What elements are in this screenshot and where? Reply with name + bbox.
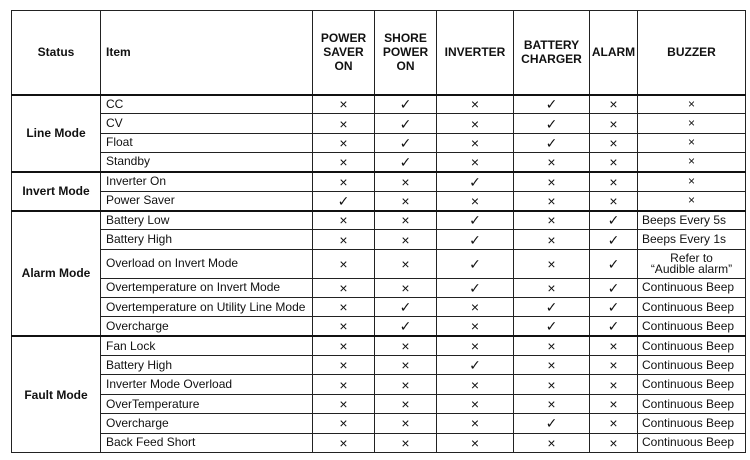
alarm-cross-icon: × <box>590 95 638 114</box>
shore-power-check-icon: ✓ <box>375 298 437 317</box>
power-saver-cross-icon: × <box>313 356 375 375</box>
inverter-cross-icon: × <box>437 95 514 114</box>
shore-power-check-icon: ✓ <box>375 114 437 133</box>
inverter-cross-icon: × <box>437 133 514 152</box>
alarm-cross-icon: × <box>590 356 638 375</box>
power-saver-cross-icon: × <box>313 133 375 152</box>
table-row <box>12 153 746 172</box>
item-cell: Battery High <box>101 230 313 249</box>
alarm-cross-icon: × <box>590 133 638 152</box>
item-cell: Inverter Mode Overload <box>101 375 313 394</box>
status-cell: Invert Mode <box>12 172 101 211</box>
buzzer-cross-icon: × <box>638 172 746 191</box>
alarm-cross-icon: × <box>590 336 638 355</box>
inverter-cross-icon: × <box>437 414 514 433</box>
shore-power-cross-icon: × <box>375 375 437 394</box>
table-row <box>12 298 746 317</box>
power-saver-cross-icon: × <box>313 95 375 114</box>
inverter-cross-icon: × <box>437 317 514 336</box>
header-alarm: ALARM <box>590 11 638 95</box>
battery-charger-cross-icon: × <box>514 278 590 297</box>
inverter-cross-icon: × <box>437 114 514 133</box>
battery-charger-check-icon: ✓ <box>514 298 590 317</box>
shore-power-cross-icon: × <box>375 356 437 375</box>
power-saver-cross-icon: × <box>313 153 375 172</box>
item-cell: Overtemperature on Invert Mode <box>101 278 313 297</box>
power-saver-cross-icon: × <box>313 298 375 317</box>
buzzer-cell: Continuous Beep <box>638 433 746 452</box>
battery-charger-cross-icon: × <box>514 356 590 375</box>
alarm-cross-icon: × <box>590 172 638 191</box>
item-cell: Battery High <box>101 356 313 375</box>
buzzer-cell: Continuous Beep <box>638 356 746 375</box>
header-row <box>12 11 746 95</box>
table-row <box>12 414 746 433</box>
table-body <box>12 95 746 453</box>
item-cell: Overtemperature on Utility Line Mode <box>101 298 313 317</box>
buzzer-cell: Beeps Every 5s <box>638 211 746 230</box>
shore-power-cross-icon: × <box>375 249 437 278</box>
table-row <box>12 317 746 336</box>
inverter-check-icon: ✓ <box>437 172 514 191</box>
shore-power-cross-icon: × <box>375 336 437 355</box>
shore-power-cross-icon: × <box>375 172 437 191</box>
status-cell: Line Mode <box>12 95 101 172</box>
header-inverter: INVERTER <box>437 11 514 95</box>
item-cell: CC <box>101 95 313 114</box>
battery-charger-cross-icon: × <box>514 230 590 249</box>
shore-power-cross-icon: × <box>375 433 437 452</box>
power-saver-cross-icon: × <box>313 114 375 133</box>
buzzer-cell: Continuous Beep <box>638 298 746 317</box>
buzzer-cross-icon: × <box>638 153 746 172</box>
item-cell: Back Feed Short <box>101 433 313 452</box>
power-saver-cross-icon: × <box>313 211 375 230</box>
table-row <box>12 249 746 278</box>
table-row <box>12 114 746 133</box>
header-status: Status <box>12 11 101 95</box>
buzzer-cell: Refer to “Audible alarm” <box>638 249 746 278</box>
inverter-cross-icon: × <box>437 433 514 452</box>
table-row <box>12 394 746 413</box>
header-item: Item <box>101 11 313 95</box>
alarm-check-icon: ✓ <box>590 317 638 336</box>
alarm-check-icon: ✓ <box>590 230 638 249</box>
item-cell: Float <box>101 133 313 152</box>
inverter-check-icon: ✓ <box>437 278 514 297</box>
alarm-cross-icon: × <box>590 433 638 452</box>
buzzer-cell: Continuous Beep <box>638 278 746 297</box>
alarm-cross-icon: × <box>590 114 638 133</box>
buzzer-cell: Beeps Every 1s <box>638 230 746 249</box>
mode-status-table <box>11 10 746 453</box>
shore-power-cross-icon: × <box>375 211 437 230</box>
shore-power-check-icon: ✓ <box>375 133 437 152</box>
alarm-check-icon: ✓ <box>590 211 638 230</box>
buzzer-cell: Continuous Beep <box>638 394 746 413</box>
power-saver-cross-icon: × <box>313 249 375 278</box>
power-saver-cross-icon: × <box>313 172 375 191</box>
battery-charger-cross-icon: × <box>514 394 590 413</box>
battery-charger-cross-icon: × <box>514 375 590 394</box>
shore-power-cross-icon: × <box>375 278 437 297</box>
inverter-check-icon: ✓ <box>437 211 514 230</box>
table-row <box>12 433 746 452</box>
header-battery-charger: BATTERY CHARGER <box>514 11 590 95</box>
item-cell: Battery Low <box>101 211 313 230</box>
buzzer-cell: Continuous Beep <box>638 317 746 336</box>
battery-charger-cross-icon: × <box>514 191 590 210</box>
shore-power-cross-icon: × <box>375 191 437 210</box>
status-cell: Alarm Mode <box>12 211 101 337</box>
alarm-cross-icon: × <box>590 191 638 210</box>
table-row <box>12 133 746 152</box>
alarm-cross-icon: × <box>590 394 638 413</box>
alarm-cross-icon: × <box>590 153 638 172</box>
item-cell: Fan Lock <box>101 336 313 355</box>
battery-charger-check-icon: ✓ <box>514 414 590 433</box>
inverter-cross-icon: × <box>437 191 514 210</box>
header-power-saver: POWER SAVER ON <box>313 11 375 95</box>
battery-charger-cross-icon: × <box>514 211 590 230</box>
header-buzzer: BUZZER <box>638 11 746 95</box>
power-saver-cross-icon: × <box>313 230 375 249</box>
inverter-cross-icon: × <box>437 375 514 394</box>
table-row <box>12 278 746 297</box>
battery-charger-cross-icon: × <box>514 249 590 278</box>
item-cell: Inverter On <box>101 172 313 191</box>
inverter-cross-icon: × <box>437 336 514 355</box>
power-saver-cross-icon: × <box>313 414 375 433</box>
item-cell: Overcharge <box>101 414 313 433</box>
buzzer-cell: Continuous Beep <box>638 336 746 355</box>
buzzer-cross-icon: × <box>638 114 746 133</box>
battery-charger-check-icon: ✓ <box>514 114 590 133</box>
buzzer-cell: Continuous Beep <box>638 375 746 394</box>
alarm-cross-icon: × <box>590 414 638 433</box>
battery-charger-cross-icon: × <box>514 153 590 172</box>
table-row <box>12 230 746 249</box>
header-shore-power: SHORE POWER ON <box>375 11 437 95</box>
shore-power-check-icon: ✓ <box>375 153 437 172</box>
item-cell: Overcharge <box>101 317 313 336</box>
item-cell: CV <box>101 114 313 133</box>
item-cell: Power Saver <box>101 191 313 210</box>
power-saver-check-icon: ✓ <box>313 191 375 210</box>
shore-power-cross-icon: × <box>375 230 437 249</box>
inverter-check-icon: ✓ <box>437 230 514 249</box>
buzzer-cross-icon: × <box>638 133 746 152</box>
status-cell: Fault Mode <box>12 336 101 452</box>
battery-charger-check-icon: ✓ <box>514 317 590 336</box>
buzzer-cell: Continuous Beep <box>638 414 746 433</box>
battery-charger-check-icon: ✓ <box>514 133 590 152</box>
inverter-check-icon: ✓ <box>437 356 514 375</box>
power-saver-cross-icon: × <box>313 317 375 336</box>
table-row <box>12 95 746 114</box>
inverter-check-icon: ✓ <box>437 249 514 278</box>
item-cell: OverTemperature <box>101 394 313 413</box>
power-saver-cross-icon: × <box>313 336 375 355</box>
alarm-check-icon: ✓ <box>590 298 638 317</box>
inverter-cross-icon: × <box>437 394 514 413</box>
table-row <box>12 191 746 210</box>
battery-charger-cross-icon: × <box>514 433 590 452</box>
buzzer-cross-icon: × <box>638 95 746 114</box>
alarm-cross-icon: × <box>590 375 638 394</box>
shore-power-cross-icon: × <box>375 414 437 433</box>
alarm-check-icon: ✓ <box>590 278 638 297</box>
inverter-cross-icon: × <box>437 298 514 317</box>
power-saver-cross-icon: × <box>313 394 375 413</box>
shore-power-check-icon: ✓ <box>375 317 437 336</box>
table-row <box>12 356 746 375</box>
table-row <box>12 375 746 394</box>
alarm-check-icon: ✓ <box>590 249 638 278</box>
shore-power-check-icon: ✓ <box>375 95 437 114</box>
item-cell: Overload on Invert Mode <box>101 249 313 278</box>
item-cell: Standby <box>101 153 313 172</box>
buzzer-cross-icon: × <box>638 191 746 210</box>
table-row <box>12 336 746 355</box>
inverter-cross-icon: × <box>437 153 514 172</box>
power-saver-cross-icon: × <box>313 278 375 297</box>
table-row <box>12 211 746 230</box>
power-saver-cross-icon: × <box>313 375 375 394</box>
battery-charger-cross-icon: × <box>514 172 590 191</box>
battery-charger-check-icon: ✓ <box>514 95 590 114</box>
table-row <box>12 172 746 191</box>
power-saver-cross-icon: × <box>313 433 375 452</box>
battery-charger-cross-icon: × <box>514 336 590 355</box>
shore-power-cross-icon: × <box>375 394 437 413</box>
